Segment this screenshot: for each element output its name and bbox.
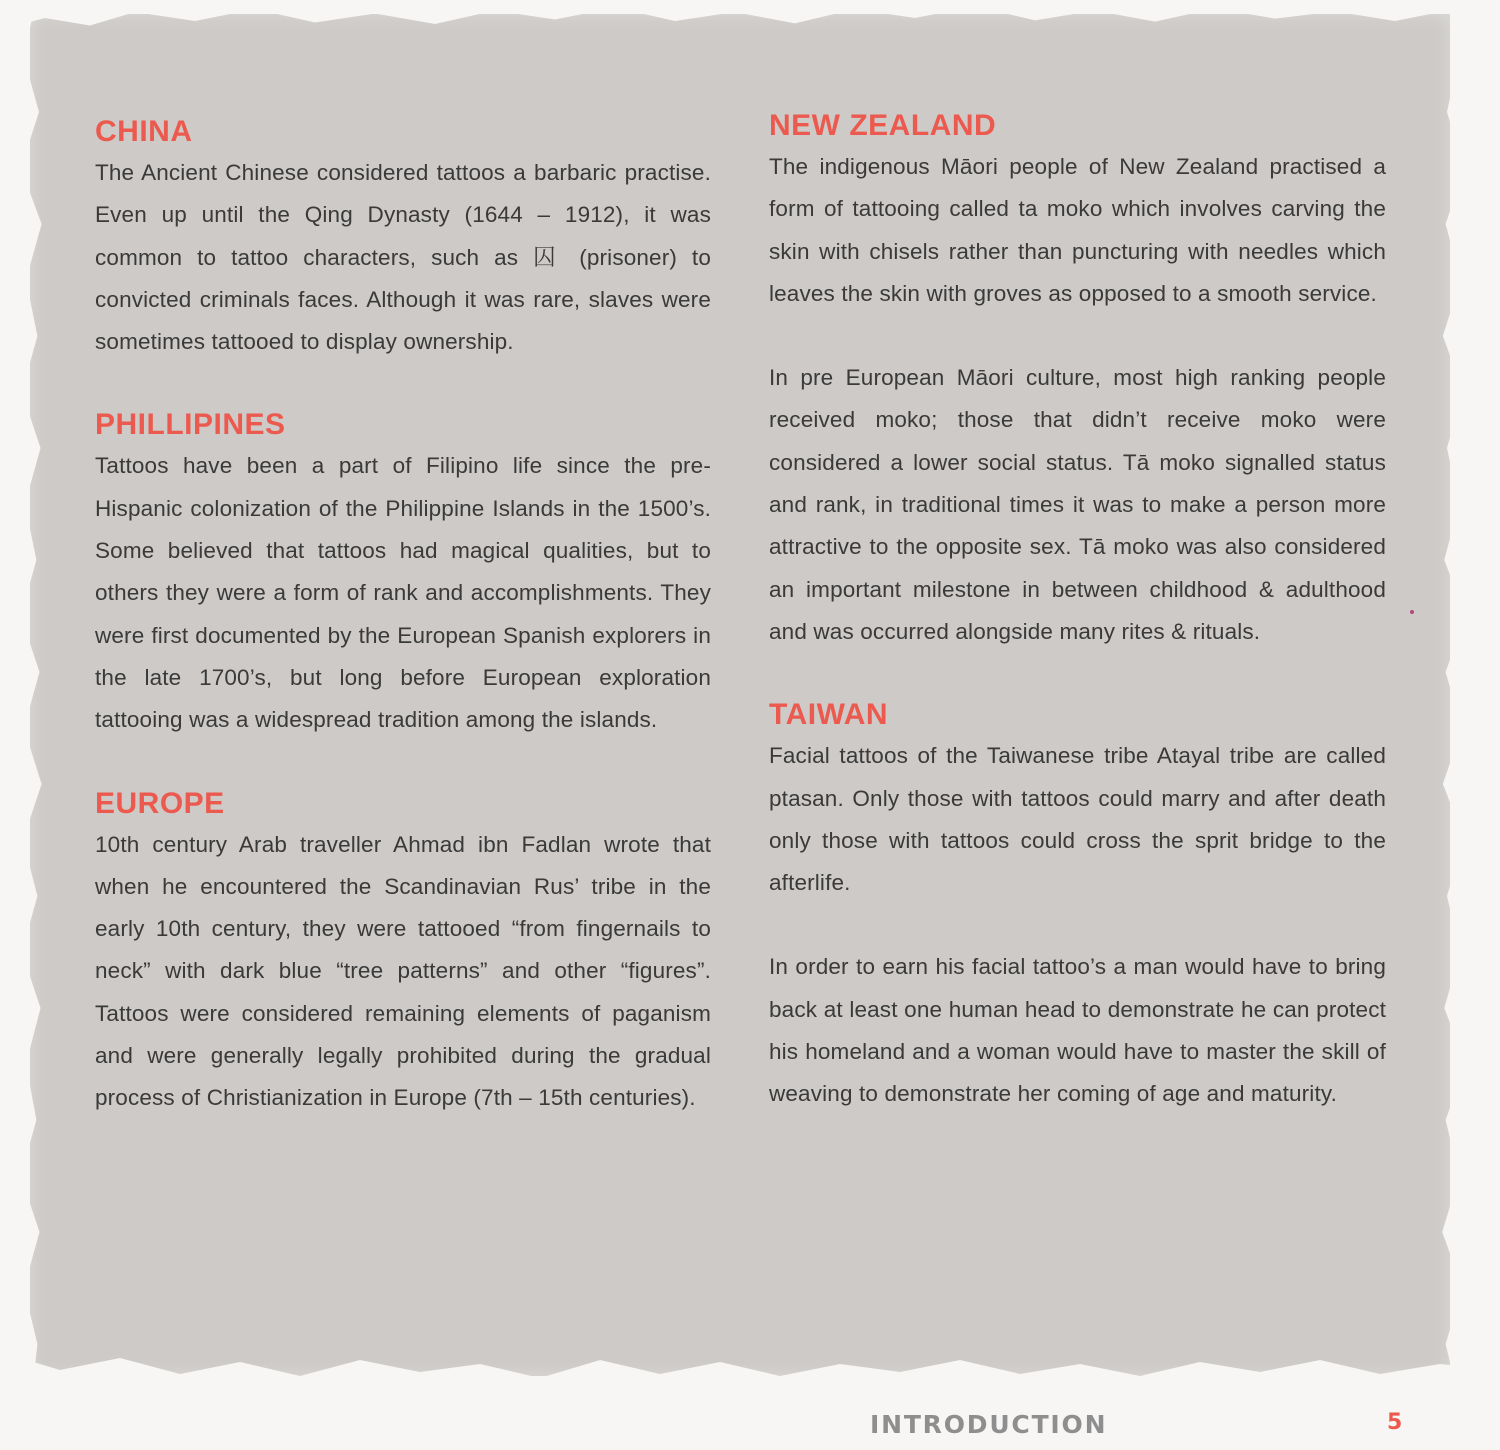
section-new-zealand [769,106,1386,653]
paragraph-new-zealand-2: In pre European Māori culture, most high ranking people received moko; those that didn’t receive moko were considered a lower social status. Tā moko signalled status and rank, in traditional times it was to make a person more attractive to the opposite sex. Tā moko was also considered an important milestone in between childhood & adulthood and was occurred alongside many rites & rituals. [769,365,1386,644]
heading-new-zealand: NEW ZEALAND [769,109,997,142]
section-europe [95,784,711,1120]
paragraph-taiwan-1: Facial tattoos of the Taiwanese tribe Atayal tribe are called ptasan. Only those with tattoos could marry and after death only those with tattoos could cross the sprit bridge to the afterlife. [769,743,1386,896]
section-spacer [769,653,1386,695]
paragraph-taiwan-2: In order to earn his facial tattoo’s a man would have to bring back at least one human head to demonstrate he can protect his homeland and a woman would have to master the skill of weaving to demonstrate her coming of age and maturity. [769,954,1386,1107]
section-phillipines [95,405,711,741]
heading-china: CHINA [95,115,193,148]
heading-phillipines: PHILLIPINES [95,408,286,442]
paragraph-new-zealand-1: The indigenous Māori people of New Zealand practised a form of tattooing called ta moko which involves carving the skin with chisels rather than puncturing with needles which leaves the skin with groves as opposed to a smooth service. [769,154,1386,306]
paragraph-europe: 10th century Arab traveller Ahmad ibn Fadlan wrote that when he encountered the Scandinavian Rus’ tribe in the early 10th century, they were tattooed “from fingernails to neck” with dark blue “tree patterns” and other “figures”. Tattoos were considered remaining elements of paganism and were generally legally prohibited during the gradual process of Christianization in Europe (7th – 15th centuries). [95,831,711,1111]
ink-speck [1410,610,1414,614]
heading-taiwan: TAIWAN [769,698,889,732]
section-spacer [95,363,711,405]
footer-section-title: INTRODUCTION [870,1410,1108,1439]
heading-europe: EUROPE [95,786,225,820]
paragraph-china: The Ancient Chinese considered tattoos a barbaric practise. Even up until the Qing Dynasty (1644 – 1912), it was common to tattoo characters, such as 囚 (prisoner) to convicted criminals faces. Although it was rare, slaves were sometimes tattooed to display ownership. [95,160,711,355]
right-column [769,106,1386,1116]
section-spacer [95,742,711,784]
left-column [95,112,711,1120]
section-taiwan [769,695,1386,1115]
page-number: 5 [1387,1410,1403,1435]
paragraph-spacer [769,904,1386,946]
paragraph-phillipines: Tattoos have been a part of Filipino life since the pre-Hispanic colonization of the Philippine Islands in the 1500’s. Some believed that tattoos had magical qualities, but to others they were a form of rank and accomplishments. They were first documented by the European Spanish explorers in the late 1700’s, but long before European exploration tattooing was a widespread tradition among the islands. [95,453,711,733]
paragraph-spacer [769,315,1386,357]
section-china [95,112,711,363]
